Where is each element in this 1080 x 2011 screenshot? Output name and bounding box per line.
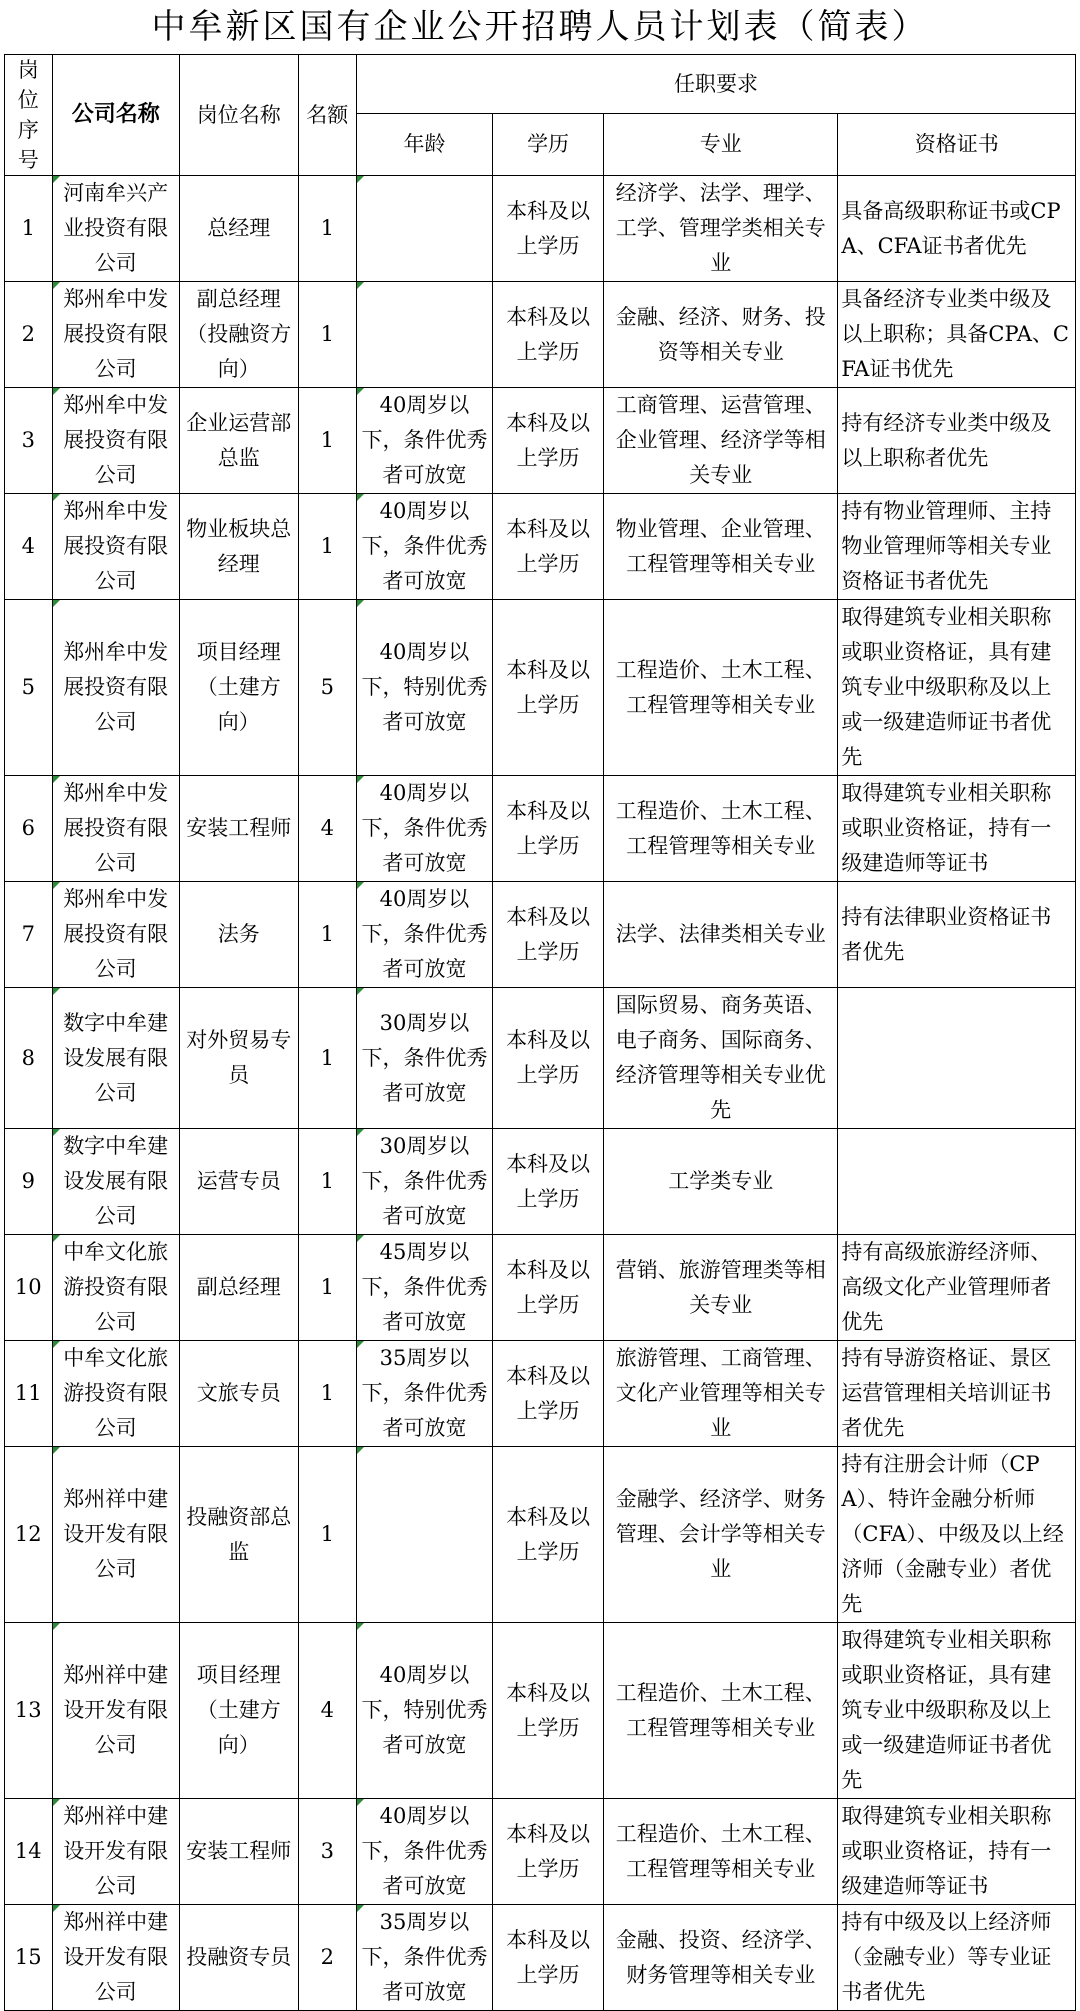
table-row <box>5 1447 1076 1623</box>
cell-certificate: 持有高级旅游经济师、高级文化产业管理师者优先 <box>838 1235 1076 1341</box>
cell-position: 项目经理（土建方向） <box>179 1623 298 1799</box>
cell-education: 本科及以上学历 <box>492 1623 603 1799</box>
cell-quota: 1 <box>298 1129 356 1235</box>
cell-position: 文旅专员 <box>179 1341 298 1447</box>
cell-company: 郑州祥中建设开发有限公司 <box>52 1623 179 1799</box>
cell-certificate: 持有经济专业类中级及以上职称者优先 <box>838 388 1076 494</box>
cell-quota: 5 <box>298 600 356 776</box>
cell-age: 40周岁以下，条件优秀者可放宽 <box>356 882 492 988</box>
cell-major: 工程造价、土木工程、工程管理等相关专业 <box>604 1623 838 1799</box>
cell-certificate: 持有法律职业资格证书者优先 <box>838 882 1076 988</box>
cell-quota: 2 <box>298 1905 356 2011</box>
cell-certificate: 取得建筑专业相关职称或职业资格证，具有建筑专业中级职称及以上或一级建造师证书者优先 <box>838 600 1076 776</box>
cell-marker <box>53 1235 60 1242</box>
header-certificate: 资格证书 <box>838 113 1076 175</box>
cell-major: 国际贸易、商务英语、电子商务、国际商务、经济管理等相关专业优先 <box>604 988 838 1129</box>
cell-age: 40周岁以下，条件优秀者可放宽 <box>356 494 492 600</box>
cell-marker <box>357 1235 364 1242</box>
cell-marker <box>53 388 60 395</box>
table-row <box>5 988 1076 1129</box>
cell-position: 总经理 <box>179 176 298 282</box>
header-company: 公司名称 <box>52 55 179 176</box>
cell-marker <box>53 1341 60 1348</box>
cell-quota: 1 <box>298 988 356 1129</box>
cell-age <box>356 282 492 388</box>
cell-education: 本科及以上学历 <box>492 1129 603 1235</box>
cell-quota: 1 <box>298 882 356 988</box>
cell-seq: 1 <box>5 176 53 282</box>
cell-certificate: 取得建筑专业相关职称或职业资格证，持有一级建造师等证书 <box>838 776 1076 882</box>
cell-seq: 15 <box>5 1905 53 2011</box>
table-row <box>5 1623 1076 1799</box>
cell-company: 数字中牟建设发展有限公司 <box>52 988 179 1129</box>
cell-marker <box>357 494 364 501</box>
cell-certificate: 持有物业管理师、主持物业管理师等相关专业资格证书者优先 <box>838 494 1076 600</box>
cell-seq: 14 <box>5 1799 53 1905</box>
cell-major: 金融、经济、财务、投资等相关专业 <box>604 282 838 388</box>
cell-quota: 1 <box>298 1447 356 1623</box>
header-major: 专业 <box>604 113 838 175</box>
cell-education: 本科及以上学历 <box>492 882 603 988</box>
cell-quota: 1 <box>298 1341 356 1447</box>
cell-age: 45周岁以下，条件优秀者可放宽 <box>356 1235 492 1341</box>
cell-major: 物业管理、企业管理、工程管理等相关专业 <box>604 494 838 600</box>
cell-marker <box>53 882 60 889</box>
cell-marker <box>53 776 60 783</box>
header-quota: 名额 <box>298 55 356 176</box>
cell-certificate: 取得建筑专业相关职称或职业资格证，持有一级建造师等证书 <box>838 1799 1076 1905</box>
cell-seq: 2 <box>5 282 53 388</box>
cell-major: 工学类专业 <box>604 1129 838 1235</box>
cell-company: 数字中牟建设发展有限公司 <box>52 1129 179 1235</box>
cell-position: 投融资部总监 <box>179 1447 298 1623</box>
cell-major: 营销、旅游管理类等相关专业 <box>604 1235 838 1341</box>
cell-quota: 4 <box>298 776 356 882</box>
cell-position: 副总经理 <box>179 1235 298 1341</box>
header-requirements: 任职要求 <box>356 55 1075 114</box>
table-row <box>5 1341 1076 1447</box>
cell-certificate <box>838 988 1076 1129</box>
cell-position: 投融资专员 <box>179 1905 298 2011</box>
cell-major: 工程造价、土木工程、工程管理等相关专业 <box>604 600 838 776</box>
cell-age: 30周岁以下，条件优秀者可放宽 <box>356 988 492 1129</box>
cell-company: 郑州祥中建设开发有限公司 <box>52 1799 179 1905</box>
cell-certificate: 具备高级职称证书或CPA、CFA证书者优先 <box>838 176 1076 282</box>
cell-certificate: 持有注册会计师（CPA）、特许金融分析师（CFA）、中级及以上经济师（金融专业）者优先 <box>838 1447 1076 1623</box>
cell-education: 本科及以上学历 <box>492 1235 603 1341</box>
cell-age: 40周岁以下，特别优秀者可放宽 <box>356 600 492 776</box>
cell-major: 旅游管理、工商管理、文化产业管理等相关专业 <box>604 1341 838 1447</box>
cell-marker <box>357 388 364 395</box>
cell-seq: 13 <box>5 1623 53 1799</box>
cell-marker <box>53 494 60 501</box>
cell-marker <box>357 1341 364 1348</box>
cell-marker <box>357 1799 364 1806</box>
cell-company: 中牟文化旅游投资有限公司 <box>52 1235 179 1341</box>
cell-major: 金融学、经济学、财务管理、会计学等相关专业 <box>604 1447 838 1623</box>
cell-age <box>356 176 492 282</box>
cell-company: 郑州牟中发展投资有限公司 <box>52 282 179 388</box>
cell-seq: 6 <box>5 776 53 882</box>
header-seq: 岗位序号 <box>5 55 53 176</box>
cell-age: 40周岁以下，条件优秀者可放宽 <box>356 776 492 882</box>
cell-seq: 11 <box>5 1341 53 1447</box>
cell-marker <box>357 1623 364 1630</box>
cell-seq: 4 <box>5 494 53 600</box>
cell-company: 郑州牟中发展投资有限公司 <box>52 388 179 494</box>
table-row <box>5 1905 1076 2011</box>
table-row <box>5 776 1076 882</box>
cell-age: 30周岁以下，条件优秀者可放宽 <box>356 1129 492 1235</box>
cell-position: 法务 <box>179 882 298 988</box>
cell-education: 本科及以上学历 <box>492 776 603 882</box>
cell-quota: 1 <box>298 282 356 388</box>
cell-company: 郑州牟中发展投资有限公司 <box>52 494 179 600</box>
cell-education: 本科及以上学历 <box>492 388 603 494</box>
table-body <box>5 176 1076 2011</box>
cell-seq: 8 <box>5 988 53 1129</box>
cell-seq: 12 <box>5 1447 53 1623</box>
cell-marker <box>53 1905 60 1912</box>
cell-age <box>356 1447 492 1623</box>
cell-company: 中牟文化旅游投资有限公司 <box>52 1341 179 1447</box>
cell-seq: 7 <box>5 882 53 988</box>
table-row <box>5 1799 1076 1905</box>
cell-company: 郑州祥中建设开发有限公司 <box>52 1447 179 1623</box>
table-row <box>5 282 1076 388</box>
cell-marker <box>357 776 364 783</box>
cell-quota: 3 <box>298 1799 356 1905</box>
cell-marker <box>357 1129 364 1136</box>
recruitment-table <box>4 54 1076 2011</box>
cell-marker <box>357 600 364 607</box>
cell-quota: 1 <box>298 176 356 282</box>
cell-major: 工商管理、运营管理、企业管理、经济学等相关专业 <box>604 388 838 494</box>
cell-seq: 10 <box>5 1235 53 1341</box>
cell-education: 本科及以上学历 <box>492 1447 603 1623</box>
cell-age: 35周岁以下，条件优秀者可放宽 <box>356 1341 492 1447</box>
cell-marker <box>357 282 364 289</box>
cell-seq: 3 <box>5 388 53 494</box>
cell-marker <box>53 1129 60 1136</box>
cell-marker <box>53 1623 60 1630</box>
cell-marker <box>53 1799 60 1806</box>
cell-education: 本科及以上学历 <box>492 282 603 388</box>
cell-seq: 5 <box>5 600 53 776</box>
cell-position: 运营专员 <box>179 1129 298 1235</box>
cell-company: 河南牟兴产业投资有限公司 <box>52 176 179 282</box>
cell-certificate: 持有导游资格证、景区运营管理相关培训证书者优先 <box>838 1341 1076 1447</box>
table-row <box>5 494 1076 600</box>
cell-position: 安装工程师 <box>179 1799 298 1905</box>
header-age: 年龄 <box>356 113 492 175</box>
cell-age: 35周岁以下，条件优秀者可放宽 <box>356 1905 492 2011</box>
cell-education: 本科及以上学历 <box>492 1799 603 1905</box>
cell-major: 法学、法律类相关专业 <box>604 882 838 988</box>
cell-quota: 1 <box>298 1235 356 1341</box>
cell-position: 企业运营部总监 <box>179 388 298 494</box>
cell-certificate: 具备经济专业类中级及以上职称；具备CPA、CFA证书优先 <box>838 282 1076 388</box>
cell-major: 金融、投资、经济学、财务管理等相关专业 <box>604 1905 838 2011</box>
table-row <box>5 1129 1076 1235</box>
cell-position: 安装工程师 <box>179 776 298 882</box>
cell-education: 本科及以上学历 <box>492 988 603 1129</box>
cell-marker <box>357 1905 364 1912</box>
cell-major: 工程造价、土木工程、工程管理等相关专业 <box>604 776 838 882</box>
cell-marker <box>53 988 60 995</box>
cell-marker <box>53 176 60 183</box>
cell-certificate: 持有中级及以上经济师（金融专业）等专业证书者优先 <box>838 1905 1076 2011</box>
header-education: 学历 <box>492 113 603 175</box>
cell-age: 40周岁以下，特别优秀者可放宽 <box>356 1623 492 1799</box>
cell-position: 副总经理（投融资方向） <box>179 282 298 388</box>
table-row <box>5 600 1076 776</box>
cell-company: 郑州祥中建设开发有限公司 <box>52 1905 179 2011</box>
cell-seq: 9 <box>5 1129 53 1235</box>
cell-age: 40周岁以下，条件优秀者可放宽 <box>356 1799 492 1905</box>
cell-education: 本科及以上学历 <box>492 600 603 776</box>
cell-company: 郑州牟中发展投资有限公司 <box>52 600 179 776</box>
cell-company: 郑州牟中发展投资有限公司 <box>52 776 179 882</box>
cell-quota: 1 <box>298 388 356 494</box>
cell-marker <box>357 1447 364 1454</box>
cell-marker <box>357 988 364 995</box>
cell-position: 物业板块总经理 <box>179 494 298 600</box>
cell-certificate <box>838 1129 1076 1235</box>
table-row <box>5 388 1076 494</box>
cell-marker <box>357 882 364 889</box>
cell-education: 本科及以上学历 <box>492 1905 603 2011</box>
cell-education: 本科及以上学历 <box>492 1341 603 1447</box>
cell-company: 郑州牟中发展投资有限公司 <box>52 882 179 988</box>
cell-marker <box>357 176 364 183</box>
table-row <box>5 1235 1076 1341</box>
cell-quota: 1 <box>298 494 356 600</box>
cell-marker <box>53 282 60 289</box>
cell-major: 工程造价、土木工程、工程管理等相关专业 <box>604 1799 838 1905</box>
cell-position: 对外贸易专员 <box>179 988 298 1129</box>
table-row <box>5 882 1076 988</box>
cell-marker <box>53 1447 60 1454</box>
cell-position: 项目经理（土建方向） <box>179 600 298 776</box>
cell-quota: 4 <box>298 1623 356 1799</box>
header-position: 岗位名称 <box>179 55 298 176</box>
cell-certificate: 取得建筑专业相关职称或职业资格证，具有建筑专业中级职称及以上或一级建造师证书者优先 <box>838 1623 1076 1799</box>
cell-age: 40周岁以下，条件优秀者可放宽 <box>356 388 492 494</box>
cell-major: 经济学、法学、理学、工学、管理学类相关专业 <box>604 176 838 282</box>
cell-education: 本科及以上学历 <box>492 494 603 600</box>
cell-education: 本科及以上学历 <box>492 176 603 282</box>
table-row <box>5 176 1076 282</box>
page-title: 中牟新区国有企业公开招聘人员计划表（简表） <box>151 7 929 47</box>
cell-marker <box>53 600 60 607</box>
